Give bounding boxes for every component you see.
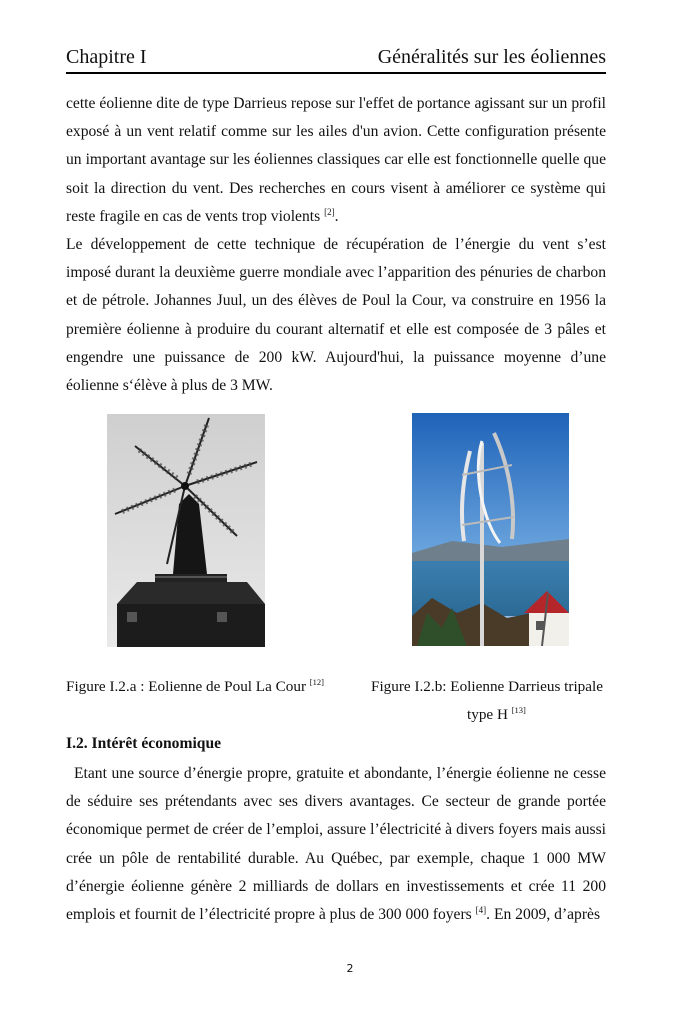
citation-ref: [13] — [511, 705, 526, 715]
caption-line2 — [371, 701, 631, 729]
paragraph-end: . — [334, 207, 339, 225]
figure-caption-b — [371, 673, 631, 729]
page-number: 2 — [346, 962, 354, 975]
paragraph-text: cette éolienne dite de type Darrieus repose sur l'effet de portance agissant sur un profil exposé à un vent relatif comme sur les ailes d'un avion. Cette configuration présente un important avantage sur les éoliennes classiques car elle est fonctionnelle quelle que soit la direction du vent. Des recherches en cours visent à améliorer ce système qui reste fragile en cas de vents trop violents — [66, 95, 606, 225]
caption-line1: Figure I.2.b: Eolienne Darrieus tripale — [371, 678, 603, 695]
citation-ref: [4] — [475, 905, 487, 916]
caption-text: Figure I.2.a : Eolienne de Poul La Cour — [66, 678, 310, 695]
chapter-title: Généralités sur les éoliennes — [377, 46, 606, 68]
page-header — [66, 46, 606, 74]
figure-darrieus-image — [412, 413, 569, 646]
citation-ref: [2] — [324, 206, 335, 217]
caption-text: type H — [467, 706, 512, 723]
section-heading: I.2. Intérêt économique — [66, 735, 222, 752]
chapter-label: Chapitre I — [66, 46, 147, 68]
paragraph-darrieus — [66, 90, 606, 231]
paragraph-text: Etant une source d’énergie propre, gratuite et abondante, l’énergie éolienne ne cesse de séduire ses prétendants avec ses divers avantages. Ce secteur de grande portée économique permet de créer de l’emploi, assure l’électricité à divers foyers mais aussi crée un pôle de rentabilité durable. Au Québec, par exemple, chaque 1 000 MW d’énergie éolienne génère 2 milliards de dollars en investissements et crée 11 200 emplois et fournit de l’électricité propre à plus de 300 000 foyers — [66, 765, 606, 924]
paragraph-economic-interest — [66, 760, 606, 929]
paragraph-history — [66, 231, 606, 400]
figure-poul-la-cour-image — [107, 414, 265, 647]
paragraph-text: Le développement de cette technique de récupération de l’énergie du vent s’est imposé durant la deuxième guerre mondiale avec l’apparition des pénuries de charbon et de pétrole. Johannes Juul, un des élèves de Poul la Cour, va construire en 1956 la première éolienne à produire du courant alternatif et elle est composée de 3 pâles et engendre une puissance de 200 kW. Aujourd'hui, la puissance moyenne d’une éolienne s‘élève à plus de 3 MW. — [66, 236, 606, 395]
darrieus-photo — [412, 413, 569, 646]
citation-ref: [12] — [309, 677, 324, 687]
paragraph-end: . En 2009, d’après — [486, 906, 601, 924]
windmill-photo — [107, 414, 265, 647]
figure-caption-a — [66, 673, 324, 701]
